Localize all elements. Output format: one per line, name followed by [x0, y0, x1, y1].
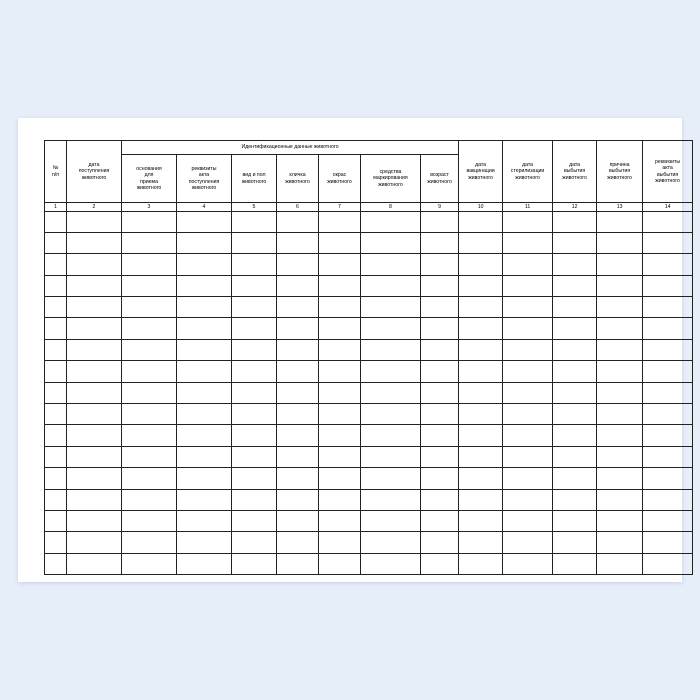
table-cell[interactable] — [643, 510, 693, 531]
table-cell[interactable] — [232, 382, 277, 403]
table-cell[interactable] — [277, 468, 319, 489]
table-cell[interactable] — [232, 211, 277, 232]
table-cell[interactable] — [597, 275, 643, 296]
table-cell[interactable] — [597, 211, 643, 232]
table-cell[interactable] — [319, 489, 361, 510]
table-cell[interactable] — [643, 275, 693, 296]
table-cell[interactable] — [597, 297, 643, 318]
table-cell[interactable] — [643, 468, 693, 489]
table-cell[interactable] — [553, 510, 597, 531]
table-cell[interactable] — [319, 553, 361, 574]
table-cell[interactable] — [319, 232, 361, 253]
col-header-9: дата вакцинации животного — [459, 141, 503, 203]
table-cell[interactable] — [232, 361, 277, 382]
table-cell[interactable] — [597, 382, 643, 403]
table-cell[interactable] — [553, 425, 597, 446]
table-cell[interactable] — [45, 361, 67, 382]
table-cell[interactable] — [277, 532, 319, 553]
table-cell[interactable] — [67, 318, 122, 339]
table-cell[interactable] — [503, 532, 553, 553]
table-cell[interactable] — [319, 211, 361, 232]
table-cell[interactable] — [67, 254, 122, 275]
table-cell[interactable] — [459, 404, 503, 425]
table-cell[interactable] — [277, 211, 319, 232]
table-cell[interactable] — [177, 254, 232, 275]
table-cell[interactable] — [503, 404, 553, 425]
table-cell[interactable] — [122, 361, 177, 382]
col-header-12: причина выбытия животного — [597, 141, 643, 203]
table-cell[interactable] — [45, 382, 67, 403]
table-cell[interactable] — [553, 275, 597, 296]
table-cell[interactable] — [277, 446, 319, 467]
table-cell[interactable] — [122, 275, 177, 296]
table-cell[interactable] — [232, 254, 277, 275]
table-cell[interactable] — [643, 254, 693, 275]
col-number-6: 7 — [319, 203, 361, 212]
table-cell[interactable] — [553, 382, 597, 403]
table-cell[interactable] — [277, 489, 319, 510]
table-cell[interactable] — [643, 382, 693, 403]
table-cell[interactable] — [277, 318, 319, 339]
table-cell[interactable] — [421, 318, 459, 339]
col-header-1: дата поступления животного — [67, 141, 122, 203]
table-cell[interactable] — [597, 510, 643, 531]
table-cell[interactable] — [122, 489, 177, 510]
table-cell[interactable] — [597, 553, 643, 574]
table-cell[interactable] — [553, 232, 597, 253]
col-header-2: основания для приема животного — [122, 155, 177, 203]
table-row[interactable] — [45, 318, 693, 339]
table-cell[interactable] — [45, 297, 67, 318]
table-cell[interactable] — [421, 553, 459, 574]
col-number-10: 11 — [503, 203, 553, 212]
table-cell[interactable] — [232, 318, 277, 339]
table-cell[interactable] — [177, 489, 232, 510]
table-cell[interactable] — [459, 425, 503, 446]
col-number-11: 12 — [553, 203, 597, 212]
table-cell[interactable] — [45, 232, 67, 253]
table-cell[interactable] — [553, 468, 597, 489]
table-cell[interactable] — [503, 361, 553, 382]
table-cell[interactable] — [361, 425, 421, 446]
table-cell[interactable] — [45, 275, 67, 296]
table-cell[interactable] — [503, 382, 553, 403]
table-cell[interactable] — [459, 510, 503, 531]
table-cell[interactable] — [177, 404, 232, 425]
table-cell[interactable] — [459, 275, 503, 296]
col-number-2: 3 — [122, 203, 177, 212]
table-cell[interactable] — [643, 404, 693, 425]
table-cell[interactable] — [277, 425, 319, 446]
table-row[interactable] — [45, 489, 693, 510]
table-cell[interactable] — [553, 446, 597, 467]
table-row[interactable] — [45, 425, 693, 446]
table-cell[interactable] — [421, 489, 459, 510]
table-cell[interactable] — [361, 404, 421, 425]
col-number-8: 9 — [421, 203, 459, 212]
table-cell[interactable] — [503, 510, 553, 531]
table-row[interactable] — [45, 211, 693, 232]
col-number-7: 8 — [361, 203, 421, 212]
table-cell[interactable] — [232, 510, 277, 531]
table-row[interactable] — [45, 510, 693, 531]
table-cell[interactable] — [67, 425, 122, 446]
col-number-1: 2 — [67, 203, 122, 212]
table-cell[interactable] — [319, 382, 361, 403]
table-cell[interactable] — [361, 361, 421, 382]
table-cell[interactable] — [459, 297, 503, 318]
table-cell[interactable] — [361, 297, 421, 318]
table-cell[interactable] — [361, 318, 421, 339]
table-cell[interactable] — [232, 404, 277, 425]
table-cell[interactable] — [277, 553, 319, 574]
table-cell[interactable] — [597, 339, 643, 360]
table-cell[interactable] — [361, 532, 421, 553]
table-cell[interactable] — [597, 468, 643, 489]
table-cell[interactable] — [67, 446, 122, 467]
table-cell[interactable] — [277, 382, 319, 403]
col-header-8: возраст животного — [421, 155, 459, 203]
table-cell[interactable] — [45, 446, 67, 467]
table-cell[interactable] — [122, 211, 177, 232]
table-cell[interactable] — [177, 339, 232, 360]
table-cell[interactable] — [421, 532, 459, 553]
table-cell[interactable] — [319, 275, 361, 296]
table-cell[interactable] — [319, 468, 361, 489]
table-cell[interactable] — [597, 318, 643, 339]
table-cell[interactable] — [232, 275, 277, 296]
table-cell[interactable] — [553, 318, 597, 339]
table-cell[interactable] — [421, 211, 459, 232]
table-cell[interactable] — [177, 297, 232, 318]
col-number-5: 6 — [277, 203, 319, 212]
table-cell[interactable] — [361, 446, 421, 467]
table-cell[interactable] — [459, 489, 503, 510]
table-row[interactable] — [45, 361, 693, 382]
col-header-11: дата выбытия животного — [553, 141, 597, 203]
table-cell[interactable] — [643, 553, 693, 574]
col-header-7: средства маркирования животного — [361, 155, 421, 203]
table-cell[interactable] — [643, 318, 693, 339]
table-cell[interactable] — [319, 339, 361, 360]
table-cell[interactable] — [45, 211, 67, 232]
table-cell[interactable] — [277, 232, 319, 253]
table-cell[interactable] — [503, 489, 553, 510]
table-group-header-row — [45, 141, 693, 155]
table-cell[interactable] — [45, 532, 67, 553]
table-cell[interactable] — [277, 361, 319, 382]
table-cell[interactable] — [503, 275, 553, 296]
table-cell[interactable] — [643, 532, 693, 553]
table-cell[interactable] — [232, 446, 277, 467]
table-row[interactable] — [45, 404, 693, 425]
register-table-container — [44, 140, 681, 575]
table-cell[interactable] — [67, 489, 122, 510]
table-cell[interactable] — [459, 532, 503, 553]
table-cell[interactable] — [232, 532, 277, 553]
table-cell[interactable] — [553, 339, 597, 360]
table-row[interactable] — [45, 446, 693, 467]
table-cell[interactable] — [67, 211, 122, 232]
table-cell[interactable] — [232, 468, 277, 489]
table-cell[interactable] — [177, 425, 232, 446]
table-cell[interactable] — [122, 318, 177, 339]
table-cell[interactable] — [67, 468, 122, 489]
table-cell[interactable] — [277, 297, 319, 318]
col-number-9: 10 — [459, 203, 503, 212]
col-number-12: 13 — [597, 203, 643, 212]
table-cell[interactable] — [459, 361, 503, 382]
table-cell[interactable] — [421, 275, 459, 296]
table-cell[interactable] — [503, 211, 553, 232]
col-header-4: вид и пол животного — [232, 155, 277, 203]
table-cell[interactable] — [503, 232, 553, 253]
table-cell[interactable] — [459, 211, 503, 232]
table-cell[interactable] — [597, 232, 643, 253]
table-cell[interactable] — [553, 532, 597, 553]
table-cell[interactable] — [421, 404, 459, 425]
table-row[interactable] — [45, 532, 693, 553]
table-cell[interactable] — [503, 339, 553, 360]
table-cell[interactable] — [503, 318, 553, 339]
table-row[interactable] — [45, 232, 693, 253]
table-cell[interactable] — [67, 532, 122, 553]
table-cell[interactable] — [459, 254, 503, 275]
table-cell[interactable] — [122, 254, 177, 275]
table-cell[interactable] — [421, 382, 459, 403]
table-cell[interactable] — [459, 468, 503, 489]
table-cell[interactable] — [177, 532, 232, 553]
table-cell[interactable] — [643, 489, 693, 510]
table-cell[interactable] — [421, 468, 459, 489]
table-cell[interactable] — [597, 446, 643, 467]
col-header-0: № п/п — [45, 141, 67, 203]
table-cell[interactable] — [45, 510, 67, 531]
table-cell[interactable] — [319, 446, 361, 467]
table-cell[interactable] — [67, 232, 122, 253]
col-header-6: окрас животного — [319, 155, 361, 203]
col-header-13: реквизиты акта выбытия животного — [643, 141, 693, 203]
table-cell[interactable] — [67, 382, 122, 403]
col-header-10: дата стерилизации животного — [503, 141, 553, 203]
table-cell[interactable] — [319, 297, 361, 318]
table-cell[interactable] — [177, 275, 232, 296]
table-cell[interactable] — [421, 361, 459, 382]
table-cell[interactable] — [597, 404, 643, 425]
table-cell[interactable] — [122, 446, 177, 467]
table-cell[interactable] — [597, 425, 643, 446]
table-cell[interactable] — [319, 254, 361, 275]
table-cell[interactable] — [319, 318, 361, 339]
table-cell[interactable] — [597, 489, 643, 510]
table-cell[interactable] — [232, 425, 277, 446]
group-header-identification: Идентификационные данные животного — [122, 141, 459, 155]
table-cell[interactable] — [643, 446, 693, 467]
table-cell[interactable] — [361, 232, 421, 253]
table-column-number-row — [45, 203, 693, 212]
table-cell[interactable] — [177, 382, 232, 403]
table-cell[interactable] — [361, 510, 421, 531]
table-cell[interactable] — [45, 339, 67, 360]
table-body — [45, 211, 693, 575]
table-cell[interactable] — [232, 297, 277, 318]
table-cell[interactable] — [122, 553, 177, 574]
table-cell[interactable] — [421, 297, 459, 318]
table-cell[interactable] — [643, 361, 693, 382]
table-cell[interactable] — [45, 425, 67, 446]
table-cell[interactable] — [597, 254, 643, 275]
table-cell[interactable] — [45, 553, 67, 574]
table-cell[interactable] — [361, 553, 421, 574]
table-cell[interactable] — [361, 468, 421, 489]
table-cell[interactable] — [553, 404, 597, 425]
table-cell[interactable] — [361, 211, 421, 232]
table-cell[interactable] — [553, 489, 597, 510]
table-cell[interactable] — [503, 254, 553, 275]
table-cell[interactable] — [122, 468, 177, 489]
col-number-3: 4 — [177, 203, 232, 212]
table-cell[interactable] — [277, 404, 319, 425]
table-cell[interactable] — [67, 404, 122, 425]
table-cell[interactable] — [459, 339, 503, 360]
table-cell[interactable] — [122, 404, 177, 425]
table-cell[interactable] — [553, 361, 597, 382]
col-number-13: 14 — [643, 203, 693, 212]
table-cell[interactable] — [319, 532, 361, 553]
table-cell[interactable] — [553, 254, 597, 275]
table-cell[interactable] — [503, 446, 553, 467]
table-cell[interactable] — [232, 339, 277, 360]
col-header-5: кличка животного — [277, 155, 319, 203]
table-cell[interactable] — [459, 553, 503, 574]
table-cell[interactable] — [177, 446, 232, 467]
table-cell[interactable] — [232, 489, 277, 510]
table-cell[interactable] — [459, 446, 503, 467]
document-sheet — [18, 118, 682, 582]
table-cell[interactable] — [122, 510, 177, 531]
table-cell[interactable] — [421, 254, 459, 275]
table-cell[interactable] — [421, 232, 459, 253]
table-cell[interactable] — [122, 532, 177, 553]
table-cell[interactable] — [421, 339, 459, 360]
table-cell[interactable] — [67, 339, 122, 360]
table-cell[interactable] — [177, 468, 232, 489]
table-cell[interactable] — [177, 510, 232, 531]
table-cell[interactable] — [122, 297, 177, 318]
table-cell[interactable] — [277, 339, 319, 360]
table-cell[interactable] — [177, 232, 232, 253]
table-cell[interactable] — [421, 446, 459, 467]
table-cell[interactable] — [45, 254, 67, 275]
table-cell[interactable] — [361, 254, 421, 275]
table-cell[interactable] — [277, 510, 319, 531]
table-row[interactable] — [45, 275, 693, 296]
table-cell[interactable] — [643, 339, 693, 360]
table-cell[interactable] — [277, 254, 319, 275]
table-cell[interactable] — [319, 510, 361, 531]
table-cell[interactable] — [459, 382, 503, 403]
table-cell[interactable] — [597, 361, 643, 382]
table-cell[interactable] — [177, 553, 232, 574]
table-row[interactable] — [45, 254, 693, 275]
table-cell[interactable] — [319, 425, 361, 446]
table-cell[interactable] — [122, 382, 177, 403]
table-cell[interactable] — [122, 232, 177, 253]
table-cell[interactable] — [597, 532, 643, 553]
table-cell[interactable] — [643, 425, 693, 446]
table-cell[interactable] — [503, 297, 553, 318]
table-cell[interactable] — [361, 489, 421, 510]
table-cell[interactable] — [503, 553, 553, 574]
table-cell[interactable] — [553, 297, 597, 318]
table-cell[interactable] — [361, 275, 421, 296]
table-row[interactable] — [45, 297, 693, 318]
table-row[interactable] — [45, 339, 693, 360]
table-cell[interactable] — [503, 425, 553, 446]
table-cell[interactable] — [232, 232, 277, 253]
table-cell[interactable] — [122, 425, 177, 446]
table-cell[interactable] — [45, 468, 67, 489]
table-cell[interactable] — [67, 275, 122, 296]
table-cell[interactable] — [421, 425, 459, 446]
table-cell[interactable] — [177, 318, 232, 339]
table-cell[interactable] — [67, 553, 122, 574]
table-cell[interactable] — [45, 404, 67, 425]
table-cell[interactable] — [277, 275, 319, 296]
table-cell[interactable] — [67, 361, 122, 382]
animal-register-table — [44, 140, 693, 575]
table-cell[interactable] — [67, 297, 122, 318]
table-row[interactable] — [45, 382, 693, 403]
table-cell[interactable] — [67, 510, 122, 531]
table-cell[interactable] — [232, 553, 277, 574]
table-cell[interactable] — [553, 553, 597, 574]
col-number-0: 1 — [45, 203, 67, 212]
table-row[interactable] — [45, 553, 693, 574]
table-cell[interactable] — [553, 211, 597, 232]
table-cell[interactable] — [45, 489, 67, 510]
table-cell[interactable] — [361, 339, 421, 360]
table-cell[interactable] — [177, 211, 232, 232]
table-cell[interactable] — [503, 468, 553, 489]
table-cell[interactable] — [643, 297, 693, 318]
col-number-4: 5 — [232, 203, 277, 212]
table-cell[interactable] — [122, 339, 177, 360]
table-row[interactable] — [45, 468, 693, 489]
col-header-3: реквизиты акта поступления животного — [177, 155, 232, 203]
table-cell[interactable] — [421, 510, 459, 531]
table-cell[interactable] — [643, 211, 693, 232]
table-cell[interactable] — [361, 382, 421, 403]
table-cell[interactable] — [319, 404, 361, 425]
table-cell[interactable] — [319, 361, 361, 382]
table-cell[interactable] — [459, 318, 503, 339]
table-cell[interactable] — [459, 232, 503, 253]
table-cell[interactable] — [177, 361, 232, 382]
table-cell[interactable] — [45, 318, 67, 339]
table-cell[interactable] — [643, 232, 693, 253]
